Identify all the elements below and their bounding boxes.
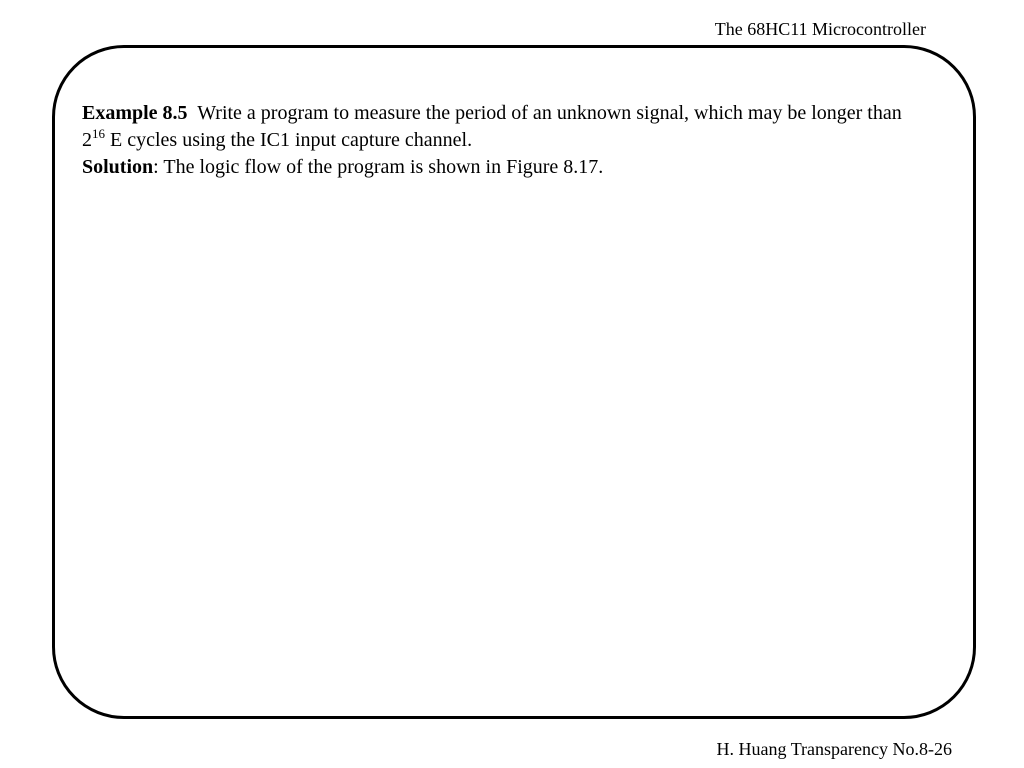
solution-paragraph bbox=[82, 154, 922, 181]
header-title: The 68HC11 Microcontroller bbox=[714, 19, 926, 39]
problem-text-2: E cycles using the IC1 input capture channel. bbox=[105, 129, 473, 151]
solution-text: : The logic flow of the program is shown in Figure 8.17. bbox=[153, 156, 604, 178]
problem-superscript: 16 bbox=[92, 126, 105, 141]
example-label: Example 8.5 bbox=[82, 102, 188, 124]
solution-label: Solution bbox=[82, 156, 154, 178]
slide-body bbox=[82, 100, 922, 181]
problem-text-1: Write a program to measure the period of an unknown signal, which may be longer than 2 bbox=[82, 102, 902, 151]
example-paragraph bbox=[82, 100, 922, 154]
footer-text: H. Huang Transparency No.8-26 bbox=[716, 739, 952, 759]
